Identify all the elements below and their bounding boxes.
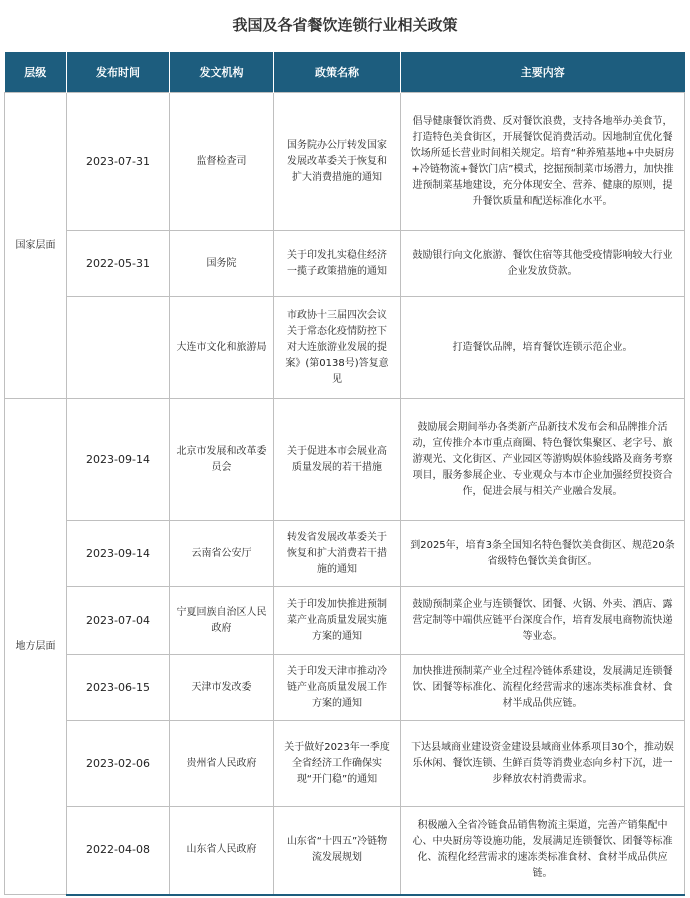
page-title: 我国及各省餐饮连锁行业相关政策: [232, 16, 458, 34]
table-header-row: [5, 52, 685, 93]
date-cell: 2023-07-31: [67, 93, 170, 231]
agency-cell: 国务院: [170, 231, 274, 297]
table-row: [5, 587, 685, 655]
table-row: [5, 807, 685, 895]
date-cell: 2023-06-15: [67, 655, 170, 721]
header-content: 主要内容: [401, 52, 685, 93]
policy-cell: 关于促进本市会展业高质量发展的若干措施: [274, 399, 401, 521]
agency-cell: 云南省公安厅: [170, 521, 274, 587]
table-row: [5, 399, 685, 521]
policy-cell: 市政协十三届四次会议关于常态化疫情防控下对大连旅游业发展的提案》(第0138号)答复意见: [274, 297, 401, 399]
agency-cell: 北京市发展和改革委员会: [170, 399, 274, 521]
policy-cell: 关于印发加快推进预制菜产业高质量发展实施方案的通知: [274, 587, 401, 655]
policy-cell: 关于做好2023年一季度全省经济工作确保实现“开门稳”的通知: [274, 721, 401, 807]
table-row: [5, 93, 685, 231]
date-cell: 2023-09-14: [67, 521, 170, 587]
table-row: [5, 721, 685, 807]
content-cell: 到2025年，培育3条全国知名特色餐饮美食街区、规范20条省级特色餐饮美食街区。: [401, 521, 685, 587]
table-row: [5, 521, 685, 587]
policy-table: [4, 52, 685, 896]
content-cell: 打造餐饮品牌，培育餐饮连锁示范企业。: [401, 297, 685, 399]
policy-cell: 山东省“十四五”冷链物流发展规划: [274, 807, 401, 895]
table-row: [5, 655, 685, 721]
policy-cell: 关于印发天津市推动冷链产业高质量发展工作方案的通知: [274, 655, 401, 721]
content-cell: 鼓励预制菜企业与连锁餐饮、团餐、火锅、外卖、酒店、露营定制等中端供应链平台深度合作，培育发展电商物流快递等业态。: [401, 587, 685, 655]
header-policy: 政策名称: [274, 52, 401, 93]
date-cell: 2023-02-06: [67, 721, 170, 807]
policy-cell: 国务院办公厅转发国家发展改革委关于恢复和扩大消费措施的通知: [274, 93, 401, 231]
content-cell: 倡导健康餐饮消费、反对餐饮浪费，支持各地举办美食节，打造特色美食街区，开展餐饮促消费活动。因地制宜优化餐饮场所延长营业时间相关规定。培育“种养殖基地+中央厨房+冷链物流+餐饮门店”模式，挖掘预制菜市场潜力，加快推进预制菜基地建设，充分体现安全、营养、健康的原则，提升餐饮质量和配送标准化水平。: [401, 93, 685, 231]
content-cell: 积极融入全省冷链食品销售物流主渠道，完善产销集配中心、中央厨房等设施功能，发展满足连锁餐饮、团餐等标准化、流程化经营需求的速冻类标准食材、食材半成品供应链。: [401, 807, 685, 895]
agency-cell: 天津市发改委: [170, 655, 274, 721]
header-level: 层级: [5, 52, 67, 93]
header-date: 发布时间: [67, 52, 170, 93]
agency-cell: 贵州省人民政府: [170, 721, 274, 807]
table-row: [5, 231, 685, 297]
policy-cell: 关于印发扎实稳住经济一揽子政策措施的通知: [274, 231, 401, 297]
policy-cell: 转发省发展改革委关于恢复和扩大消费若干措施的通知: [274, 521, 401, 587]
content-cell: 加快推进预制菜产业全过程冷链体系建设，发展满足连锁餐饮、团餐等标准化、流程化经营需求的速冻类标准食材、食材半成品供应链。: [401, 655, 685, 721]
content-cell: 鼓励展会期间举办各类新产品新技术发布会和品牌推介活动，宣传推介本市重点商圈、特色餐饮集聚区、老字号、旅游观光、文化街区、产业园区等游购娱体验线路及商务考察项目，服务参展企业、专业观众与本市企业加强经贸投资合作，促进会展与相关产业融合发展。: [401, 399, 685, 521]
date-cell: 2023-07-04: [67, 587, 170, 655]
agency-cell: 山东省人民政府: [170, 807, 274, 895]
content-cell: 下达县域商业建设资金建设县域商业体系项目30个，推动娱乐休闲、餐饮连锁、生鲜百货等消费业态向乡村下沉，进一步释放农村消费需求。: [401, 721, 685, 807]
agency-cell: 大连市文化和旅游局: [170, 297, 274, 399]
date-cell: 2022-05-31: [67, 231, 170, 297]
agency-cell: 宁夏回族自治区人民政府: [170, 587, 274, 655]
table-row: [5, 297, 685, 399]
date-cell: 2023-09-14: [67, 399, 170, 521]
date-cell: 2022-04-08: [67, 807, 170, 895]
header-agency: 发文机构: [170, 52, 274, 93]
date-cell: [67, 297, 170, 399]
agency-cell: 监督检查司: [170, 93, 274, 231]
level-cell: 地方层面: [5, 399, 67, 895]
content-cell: 鼓励银行向文化旅游、餐饮住宿等其他受疫情影响较大行业企业发放贷款。: [401, 231, 685, 297]
level-cell: 国家层面: [5, 93, 67, 399]
